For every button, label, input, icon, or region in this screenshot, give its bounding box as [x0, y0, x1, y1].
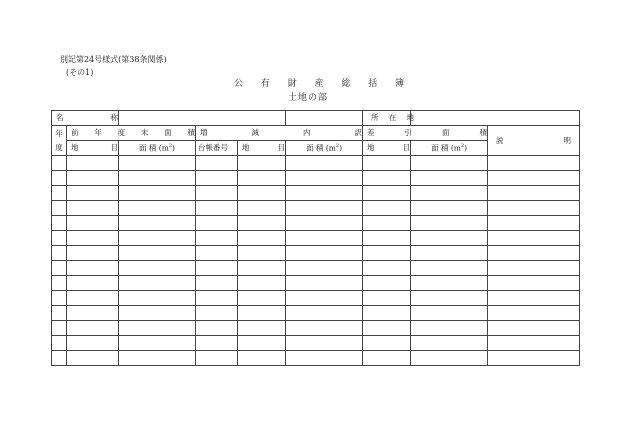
header-char: 面: [164, 128, 172, 138]
header-char: 度: [117, 128, 126, 138]
table-cell[interactable]: [67, 156, 119, 171]
land-category-header: [363, 141, 411, 156]
table-cell[interactable]: [67, 246, 119, 261]
area-label: 面 積 (m: [431, 143, 461, 153]
table-cell[interactable]: [286, 246, 363, 261]
table-cell[interactable]: [52, 291, 67, 306]
table-cell[interactable]: [411, 216, 488, 231]
area-label: 面 積 (m: [139, 143, 169, 153]
table-cell[interactable]: [52, 261, 67, 276]
table-cell[interactable]: [119, 276, 196, 291]
table-cell[interactable]: [67, 276, 119, 291]
table-cell[interactable]: [67, 231, 119, 246]
table-cell[interactable]: [363, 291, 411, 306]
header-char: 積: [187, 128, 195, 138]
area-unit-superscript: 2: [168, 143, 173, 149]
table-cell[interactable]: [238, 261, 286, 276]
table-cell[interactable]: [196, 201, 238, 216]
table-cell[interactable]: [363, 261, 411, 276]
table-cell[interactable]: [411, 321, 488, 336]
table-cell[interactable]: [286, 351, 363, 366]
table-cell[interactable]: [238, 276, 286, 291]
table-cell[interactable]: [119, 216, 196, 231]
header-char: 前: [71, 128, 79, 138]
table-cell[interactable]: [488, 261, 580, 276]
table-cell[interactable]: [411, 171, 488, 186]
header-row-1: [52, 126, 580, 141]
table-cell[interactable]: [238, 156, 286, 171]
header-char: 内: [303, 128, 311, 138]
table-cell[interactable]: [286, 231, 363, 246]
table-cell[interactable]: [488, 171, 580, 186]
table-cell[interactable]: [286, 186, 363, 201]
header-char: 減: [251, 128, 259, 138]
table-cell[interactable]: [52, 231, 67, 246]
table-cell[interactable]: [286, 171, 363, 186]
area-unit-superscript: 2: [335, 143, 340, 149]
table-cell[interactable]: [119, 321, 196, 336]
table-cell[interactable]: [196, 216, 238, 231]
ledger-number-header: [196, 141, 238, 156]
table-cell[interactable]: [488, 231, 580, 246]
table-cell[interactable]: [411, 156, 488, 171]
name-label-char: 名: [56, 113, 64, 123]
table-cell[interactable]: [196, 351, 238, 366]
header-char: 引: [404, 128, 413, 138]
year-label-char: 年: [55, 129, 63, 138]
table-cell[interactable]: [286, 201, 363, 216]
table-row: [52, 351, 580, 366]
table-cell[interactable]: [119, 336, 196, 351]
table-row: [52, 261, 580, 276]
header-char: 地: [71, 143, 79, 153]
year-label-char: 度: [55, 142, 63, 152]
table-cell[interactable]: [488, 246, 580, 261]
table-cell[interactable]: [488, 336, 580, 351]
table-row: [52, 246, 580, 261]
table-cell[interactable]: [363, 216, 411, 231]
table-cell[interactable]: [67, 291, 119, 306]
document-title: 公 有 財 産 総 括 簿: [234, 79, 405, 89]
land-category-header: [67, 141, 119, 156]
table-cell[interactable]: [286, 276, 363, 291]
table-cell[interactable]: [411, 231, 488, 246]
net-area-header: [363, 126, 488, 141]
table-cell[interactable]: [363, 171, 411, 186]
table-cell[interactable]: [411, 336, 488, 351]
table-cell[interactable]: [238, 186, 286, 201]
table-row: [52, 186, 580, 201]
table-cell[interactable]: [52, 336, 67, 351]
table-cell[interactable]: [67, 351, 119, 366]
table-cell[interactable]: [488, 201, 580, 216]
table-cell[interactable]: [488, 351, 580, 366]
table-cell[interactable]: [52, 201, 67, 216]
area-label: 面 積 (m: [306, 143, 336, 153]
table-cell[interactable]: [238, 336, 286, 351]
table-cell[interactable]: [363, 321, 411, 336]
table-row: [52, 276, 580, 291]
explanation-header: [488, 126, 580, 156]
table-cell[interactable]: [238, 321, 286, 336]
area-header: [119, 141, 196, 156]
table-cell[interactable]: [119, 351, 196, 366]
header-char: 末: [140, 128, 149, 138]
area-unit-superscript: 2: [460, 143, 465, 149]
table-cell[interactable]: [238, 351, 286, 366]
table-cell[interactable]: [363, 276, 411, 291]
header-char: 目: [277, 143, 286, 153]
land-register-table: [51, 110, 580, 366]
name-value-cell-extension[interactable]: [286, 111, 363, 126]
header-char: 訳: [354, 128, 362, 138]
header-char: 地: [242, 143, 250, 153]
table-cell[interactable]: [363, 306, 411, 321]
table-cell[interactable]: [488, 156, 580, 171]
form-id-label: 別記第24号様式(第38条関係): [60, 55, 167, 64]
table-cell[interactable]: [411, 351, 488, 366]
table-cell[interactable]: [52, 246, 67, 261]
name-location-row: [52, 111, 580, 126]
table-cell[interactable]: [238, 246, 286, 261]
table-cell[interactable]: [196, 246, 238, 261]
table-cell[interactable]: [67, 201, 119, 216]
table-cell[interactable]: [411, 306, 488, 321]
name-value-cell[interactable]: [119, 111, 286, 126]
table-row: [52, 306, 580, 321]
name-label-cell: [52, 111, 119, 126]
table-cell[interactable]: [119, 261, 196, 276]
table-cell[interactable]: [286, 216, 363, 231]
table-cell[interactable]: [52, 156, 67, 171]
table-row: [52, 291, 580, 306]
table-row: [52, 321, 580, 336]
table-cell[interactable]: [488, 186, 580, 201]
table-cell[interactable]: [238, 171, 286, 186]
table-row: [52, 171, 580, 186]
table-cell[interactable]: [119, 246, 196, 261]
table-cell[interactable]: [286, 291, 363, 306]
table-cell[interactable]: [67, 216, 119, 231]
table-cell[interactable]: [196, 291, 238, 306]
table-cell[interactable]: [411, 186, 488, 201]
part-number-label: (その1): [66, 68, 94, 77]
table-cell[interactable]: [67, 336, 119, 351]
table-cell[interactable]: [238, 201, 286, 216]
table-cell[interactable]: [286, 321, 363, 336]
table-cell[interactable]: [119, 186, 196, 201]
header-char: 地: [367, 143, 375, 153]
table-cell[interactable]: [363, 201, 411, 216]
table-cell[interactable]: [67, 306, 119, 321]
name-label-char: 称: [110, 113, 118, 123]
table-cell[interactable]: [119, 231, 196, 246]
area-label-close: ): [172, 143, 175, 153]
table-cell[interactable]: [52, 216, 67, 231]
area-header: [286, 141, 363, 156]
table-cell[interactable]: [411, 276, 488, 291]
location-label-char: 所: [371, 113, 379, 123]
table-cell[interactable]: [363, 156, 411, 171]
table-cell[interactable]: [363, 231, 411, 246]
location-value-cell[interactable]: [411, 111, 580, 126]
area-header: [411, 141, 488, 156]
table-cell[interactable]: [286, 306, 363, 321]
table-cell[interactable]: [363, 351, 411, 366]
header-char: 説: [496, 135, 504, 145]
table-row: [52, 201, 580, 216]
table-cell[interactable]: [411, 246, 488, 261]
header-char: 年: [94, 128, 102, 138]
table-cell[interactable]: [119, 306, 196, 321]
change-breakdown-header: [196, 126, 363, 141]
table-cell[interactable]: [52, 276, 67, 291]
table-cell[interactable]: [196, 186, 238, 201]
ledger-number-label: 台帳番号: [198, 143, 228, 153]
header-char: 積: [479, 128, 488, 138]
location-label-cell: [363, 111, 415, 126]
table-cell[interactable]: [286, 261, 363, 276]
table-cell[interactable]: [196, 276, 238, 291]
table-cell[interactable]: [488, 216, 580, 231]
table-cell[interactable]: [488, 306, 580, 321]
document-subtitle: 土地の部: [288, 93, 329, 103]
table-cell[interactable]: [363, 186, 411, 201]
table-cell[interactable]: [119, 156, 196, 171]
table-cell[interactable]: [238, 306, 286, 321]
table-cell[interactable]: [238, 291, 286, 306]
header-char: 目: [110, 143, 118, 153]
table-cell[interactable]: [52, 306, 67, 321]
location-label-char: 在: [388, 113, 397, 123]
table-cell[interactable]: [196, 306, 238, 321]
table-cell[interactable]: [488, 321, 580, 336]
table-cell[interactable]: [52, 171, 67, 186]
table-cell[interactable]: [52, 186, 67, 201]
table-cell[interactable]: [238, 216, 286, 231]
table-row: [52, 336, 580, 351]
table-cell[interactable]: [196, 156, 238, 171]
table-cell[interactable]: [411, 291, 488, 306]
table-cell[interactable]: [119, 171, 196, 186]
prev-year-end-area-header: [67, 126, 196, 141]
table-row: [52, 216, 580, 231]
table-cell[interactable]: [196, 231, 238, 246]
table-cell[interactable]: [196, 261, 238, 276]
location-label-char: 地: [406, 113, 415, 123]
table-cell[interactable]: [119, 291, 196, 306]
table-cell[interactable]: [196, 336, 238, 351]
table-cell[interactable]: [52, 351, 67, 366]
table-cell[interactable]: [196, 171, 238, 186]
table-cell[interactable]: [411, 201, 488, 216]
header-char: 差: [367, 128, 375, 138]
header-char: 増: [200, 128, 208, 138]
table-cell[interactable]: [286, 156, 363, 171]
table-cell[interactable]: [411, 261, 488, 276]
area-label-close: ): [464, 143, 467, 153]
table-cell[interactable]: [67, 186, 119, 201]
header-char: 目: [402, 143, 411, 153]
table-cell[interactable]: [286, 336, 363, 351]
table-cell[interactable]: [67, 261, 119, 276]
table-cell[interactable]: [363, 336, 411, 351]
table-cell[interactable]: [67, 171, 119, 186]
header-char: 面: [442, 128, 450, 138]
table-cell[interactable]: [238, 231, 286, 246]
table-cell[interactable]: [488, 291, 580, 306]
year-label-cell: [52, 126, 67, 156]
table-cell[interactable]: [67, 321, 119, 336]
table-row: [52, 231, 580, 246]
table-cell[interactable]: [119, 201, 196, 216]
table-cell[interactable]: [196, 321, 238, 336]
land-category-header: [238, 141, 286, 156]
table-cell[interactable]: [52, 321, 67, 336]
table-cell[interactable]: [363, 246, 411, 261]
table-row: [52, 156, 580, 171]
area-label-close: ): [339, 143, 342, 153]
header-char: 明: [563, 135, 572, 145]
table-cell[interactable]: [488, 276, 580, 291]
